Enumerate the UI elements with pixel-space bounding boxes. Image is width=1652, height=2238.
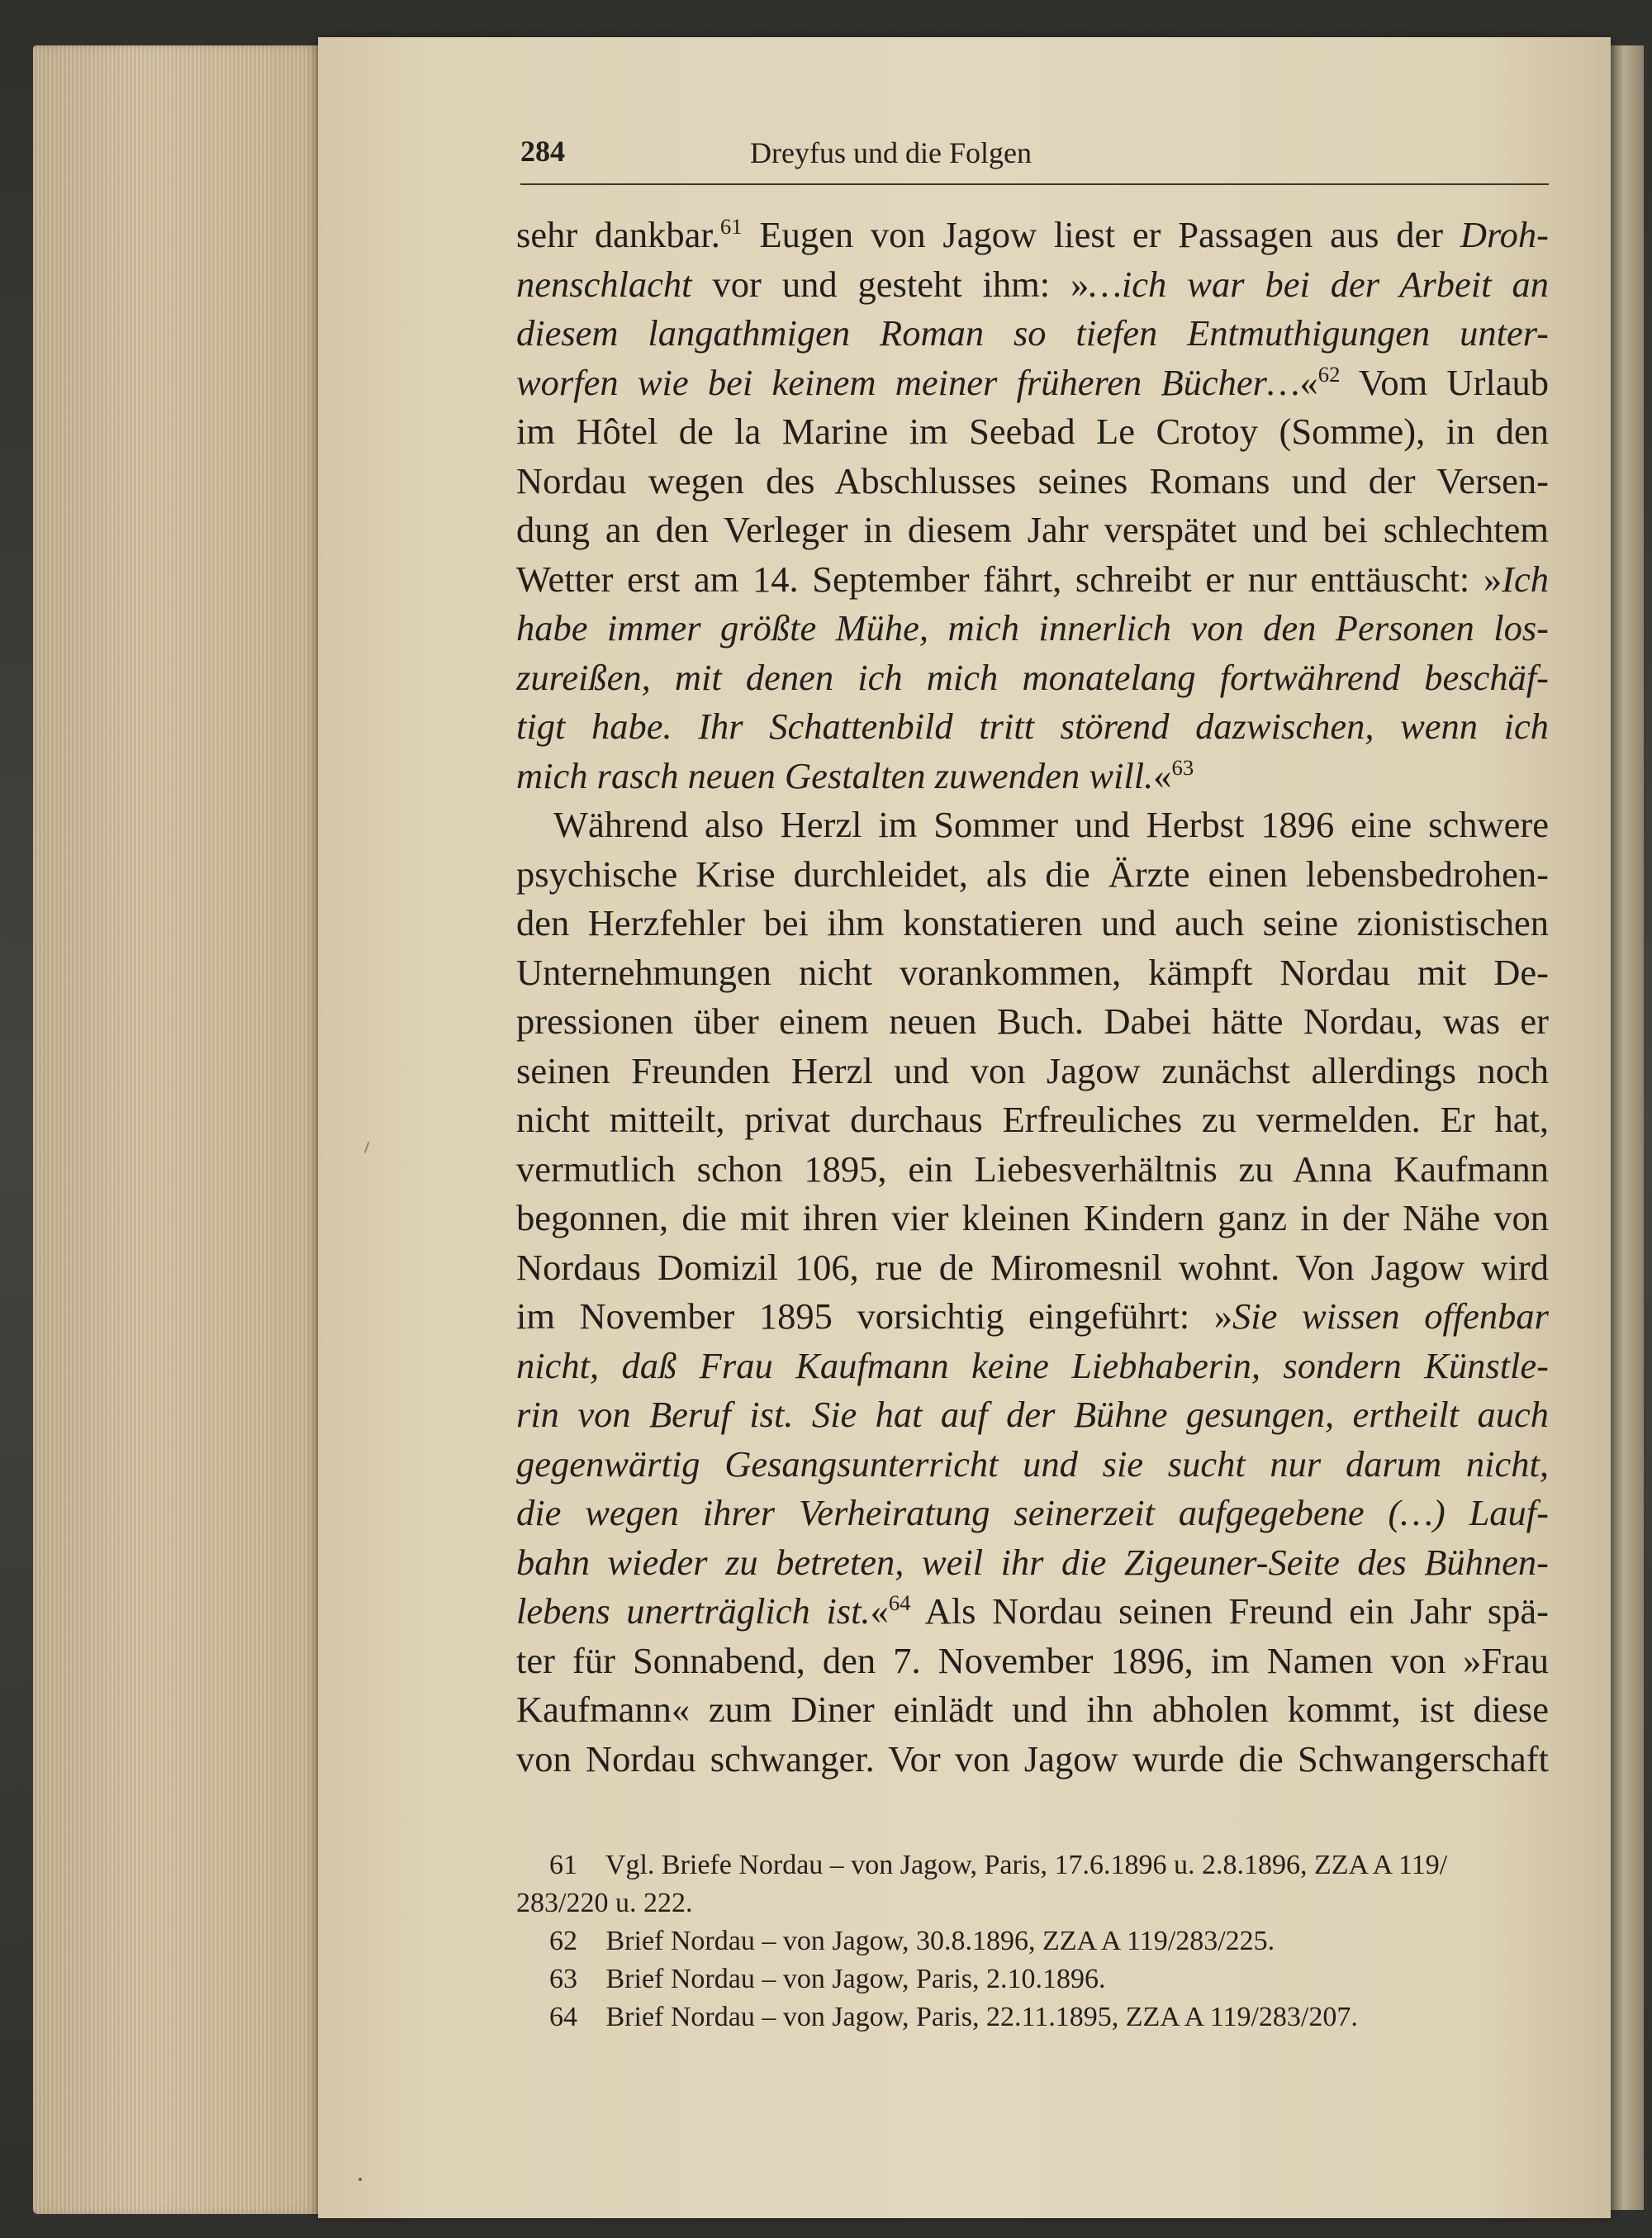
text-segment: vermutlich schon 1895, ein Liebesverhältnis zu Anna Kaufmann xyxy=(516,1148,1549,1190)
footnote xyxy=(516,1960,1549,1998)
text-segment: Während also Herzl im Sommer und Herbst 1896 eine schwere xyxy=(553,804,1549,845)
text-line xyxy=(516,899,1549,948)
text-line xyxy=(516,1390,1549,1440)
paper-speck xyxy=(358,2178,362,2181)
text-segment: sehr dankbar. xyxy=(516,214,720,255)
text-segment: nenschlacht xyxy=(516,263,692,305)
footnote-text: Brief Nordau – von Jagow, Paris, 2.10.1896. xyxy=(599,1964,1106,1994)
text-line xyxy=(516,1342,1549,1391)
footnote-text: Vgl. Briefe Nordau – von Jagow, Paris, 17.6.1896 u. 2.8.1896, ZZA A 119/ xyxy=(599,1850,1448,1880)
text-segment: diesem langathmigen Roman so tiefen Entmuthigungen unter- xyxy=(516,312,1549,354)
text-line xyxy=(516,997,1549,1047)
text-segment: …ich war bei der Arbeit an xyxy=(1089,263,1549,305)
text-line xyxy=(516,211,1549,260)
footnote xyxy=(516,1846,1549,1884)
body-text xyxy=(516,211,1549,1784)
text-line xyxy=(516,1735,1549,1784)
text-segment: im Hôtel de la Marine im Seebad Le Crotoy (Somme), in den xyxy=(516,411,1549,452)
text-line xyxy=(516,1243,1549,1293)
text-line xyxy=(516,1292,1549,1342)
text-line xyxy=(516,604,1549,653)
running-title: Dreyfus und die Folgen xyxy=(750,136,1032,169)
text-segment: bahn wieder zu betreten, weil ihr die Zigeuner-Seite des Bühnen- xyxy=(516,1541,1549,1583)
footnote-continuation: 283/220 u. 222. xyxy=(516,1888,693,1918)
opposite-page-edge xyxy=(1611,45,1644,2210)
book-page-edges xyxy=(33,45,318,2214)
footnote-number: 64 xyxy=(549,2002,577,2032)
text-line xyxy=(516,457,1549,506)
text-segment: Nordau wegen des Abschlusses seines Romans und der Versen- xyxy=(516,459,1549,501)
text-segment: habe immer größte Mühe, mich innerlich von den Personen los- xyxy=(516,607,1549,649)
text-line xyxy=(516,1685,1549,1735)
text-line xyxy=(516,1587,1549,1637)
text-segment: vor und gesteht ihm: » xyxy=(691,263,1089,305)
text-segment: rin von Beruf ist. Sie hat auf der Bühne gesungen, ertheilt auch xyxy=(516,1394,1549,1435)
text-segment: Sie wissen offenbar xyxy=(1232,1295,1549,1337)
text-line xyxy=(516,702,1549,752)
text-segment: Als Nordau seinen Freund ein Jahr spä- xyxy=(910,1590,1549,1632)
text-segment: von Nordau schwanger. Vor von Jagow wurde die Schwangerschaft xyxy=(516,1737,1549,1779)
footnote-ref: 64 xyxy=(888,1590,911,1616)
text-line xyxy=(516,1637,1549,1686)
footnote-ref: 61 xyxy=(719,214,743,240)
text-segment: tigt habe. Ihr Schattenbild tritt störend dazwischen, wenn ich xyxy=(516,706,1549,747)
text-line xyxy=(516,1538,1549,1588)
text-segment: Kaufmann« zum Diner einlädt und ihn abholen kommt, ist diese xyxy=(516,1689,1549,1730)
text-line xyxy=(516,309,1549,359)
text-segment: Droh- xyxy=(1460,214,1549,255)
text-segment: nicht, daß Frau Kaufmann keine Liebhaberin, sondern Künstle- xyxy=(516,1344,1549,1386)
text-segment: ter für Sonnabend, den 7. November 1896, im Namen von »Frau xyxy=(516,1639,1549,1681)
footnote-number: 62 xyxy=(549,1926,577,1956)
text-line xyxy=(516,1489,1549,1538)
text-line xyxy=(516,653,1549,703)
text-segment: Ich xyxy=(1502,558,1549,600)
text-segment: worfen wie bei keinem meiner früheren Bücher… xyxy=(516,361,1300,403)
text-segment: Unternehmungen nicht vorankommen, kämpft Nordau mit De- xyxy=(516,951,1549,993)
text-segment: begonnen, die mit ihren vier kleinen Kindern ganz in der Nähe von xyxy=(516,1197,1549,1238)
text-line xyxy=(516,407,1549,457)
footnote-ref: 63 xyxy=(1171,754,1194,780)
text-line xyxy=(516,850,1549,900)
text-segment: dung an den Verleger in diesem Jahr verspätet und bei schlechtem xyxy=(516,509,1549,550)
text-segment: lebens unerträglich ist. xyxy=(516,1590,871,1632)
running-header xyxy=(520,134,1549,185)
text-segment: den Herzfehler bei ihm konstatieren und auch seine zionistischen xyxy=(516,902,1549,943)
footnote xyxy=(516,1998,1549,2036)
text-segment: Nordaus Domizil 106, rue de Miromesnil wohnt. Von Jagow wird xyxy=(516,1246,1549,1288)
text-segment: Eugen von Jagow liest er Passagen aus der xyxy=(742,214,1460,255)
text-segment: im November 1895 vorsichtig eingeführt: » xyxy=(516,1295,1233,1337)
footnote-text: Brief Nordau – von Jagow, 30.8.1896, ZZA A 119/283/225. xyxy=(599,1926,1275,1956)
text-line xyxy=(516,1145,1549,1195)
text-line xyxy=(516,801,1549,850)
text-line xyxy=(516,948,1549,998)
text-segment: « xyxy=(1299,361,1318,403)
text-line xyxy=(516,506,1549,555)
text-segment: die wegen ihrer Verheiratung seinerzeit aufgegebene (…) Lauf- xyxy=(516,1492,1549,1533)
text-segment: « xyxy=(870,1590,889,1632)
text-line xyxy=(516,1095,1549,1145)
footnote-ref: 62 xyxy=(1317,361,1341,387)
text-line xyxy=(516,1047,1549,1096)
footnote-number: 63 xyxy=(549,1964,577,1994)
text-segment: seinen Freunden Herzl und von Jagow zunächst allerdings noch xyxy=(516,1049,1549,1091)
text-segment: Vom Urlaub xyxy=(1340,361,1549,403)
page-number: 284 xyxy=(520,135,565,168)
footnote-number: 61 xyxy=(549,1850,577,1880)
text-segment: zureißen, mit denen ich mich monatelang fortwährend beschäf- xyxy=(516,656,1549,698)
text-segment: Wetter erst am 14. September fährt, schreibt er nur enttäuscht: » xyxy=(516,558,1502,600)
footnote-text: Brief Nordau – von Jagow, Paris, 22.11.1895, ZZA A 119/283/207. xyxy=(599,2002,1358,2032)
text-line xyxy=(516,359,1549,408)
text-segment: psychische Krise durchleidet, als die Ärzte einen lebensbedrohen- xyxy=(516,853,1549,895)
footnote xyxy=(516,1922,1549,1960)
footnotes xyxy=(516,1846,1549,2036)
text-segment: nicht mitteilt, privat durchaus Erfreuliches zu vermelden. Er hat, xyxy=(516,1099,1549,1140)
text-line xyxy=(516,260,1549,310)
text-line xyxy=(516,1440,1549,1490)
text-line xyxy=(516,555,1549,605)
text-segment: pressionen über einem neuen Buch. Dabei hätte Nordau, was er xyxy=(516,1000,1549,1042)
text-line xyxy=(516,1194,1549,1243)
text-segment: « xyxy=(1153,754,1172,796)
text-line xyxy=(516,752,1549,801)
text-segment: gegenwärtig Gesangsunterricht und sie sucht nur darum nicht, xyxy=(516,1442,1549,1485)
text-segment: mich rasch neuen Gestalten zuwenden will. xyxy=(516,754,1154,796)
